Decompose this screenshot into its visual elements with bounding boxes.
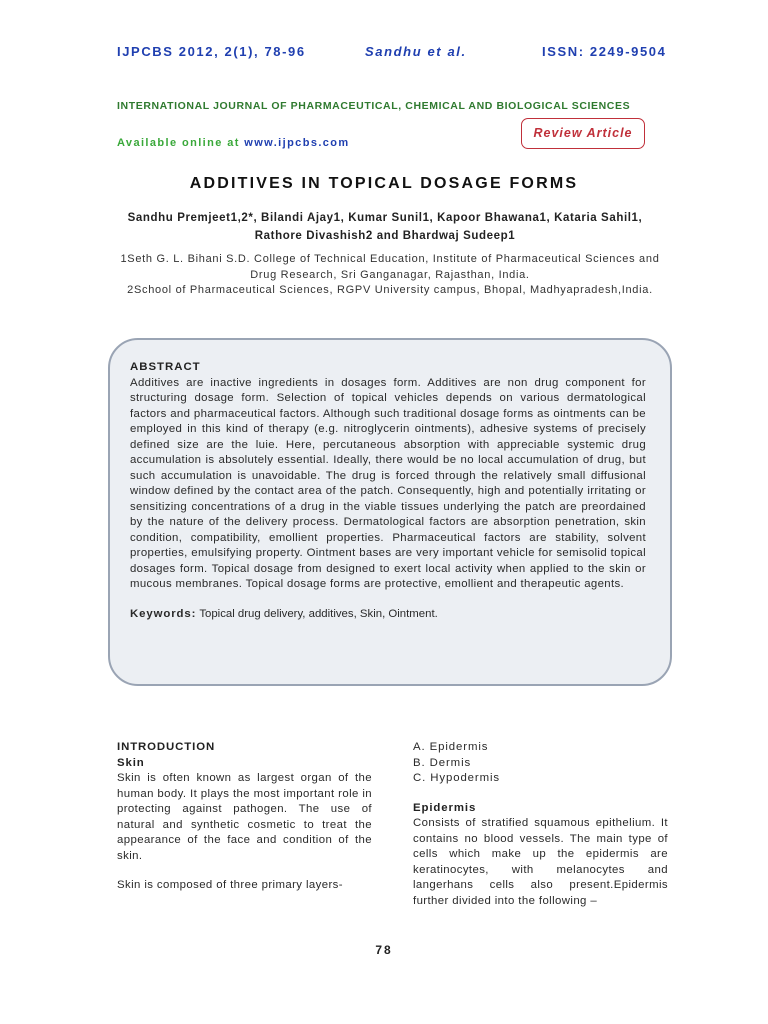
layer-item: B. Dermis (413, 756, 472, 769)
keywords (130, 607, 646, 623)
layer-item: C. Hypodermis (413, 772, 501, 784)
article-type-badge: Review Article (521, 118, 645, 149)
available-prefix: Available online at (117, 137, 245, 149)
layer-item: A. Epidermis (413, 741, 489, 753)
skin-paragraph-1: Skin is often known as largest organ of the human body. It plays the most important role in protecting against pathogen. The use of natural and synthetic cosmetic to treat the appearance of the face and condition of the skin. (117, 772, 372, 862)
affiliation-2: 2School of Pharmaceutical Sciences, RGPV University campus, Bhopal, Madhyapradesh,India. (127, 284, 653, 296)
right-column (413, 740, 668, 909)
affiliations (110, 252, 670, 299)
abstract-content (130, 360, 646, 622)
journal-citation: IJPCBS 2012, 2(1), 78-96 (117, 44, 306, 59)
page-number: 78 (375, 943, 393, 957)
issn: ISSN: 2249-9504 (542, 44, 667, 59)
abstract-heading: ABSTRACT (130, 361, 201, 373)
journal-url[interactable]: www.ijpcbs.com (244, 137, 350, 149)
keywords-text: Topical drug delivery, additives, Skin, Ointment. (199, 607, 438, 620)
availability-line (117, 137, 350, 149)
keywords-label: Keywords: (130, 607, 197, 620)
running-authors: Sandhu et al. (365, 44, 467, 59)
authors-line-1: Sandhu Premjeet1,2*, Bilandi Ajay1, Kumar Sunil1, Kapoor Bhawana1, Kataria Sahil1, (127, 212, 643, 224)
authors-line-2: Rathore Divashish2 and Bhardwaj Sudeep1 (254, 230, 516, 242)
journal-name: INTERNATIONAL JOURNAL OF PHARMACEUTICAL, CHEMICAL AND BIOLOGICAL SCIENCES (117, 100, 631, 112)
epidermis-paragraph: Consists of stratified squamous epithelium. It contains no blood vessels. The main type of cells which make up the epidermis are keratinocytes, with melanocytes and langerhans cells also present.Epidermis further divided into the following – (413, 817, 668, 907)
skin-paragraph-2: Skin is composed of three primary layers- (117, 879, 343, 891)
introduction-heading: INTRODUCTION (117, 741, 216, 753)
affiliation-1: 1Seth G. L. Bihani S.D. College of Technical Education, Institute of Pharmaceutical Sciences and Drug Research, Sri Ganganagar, Rajasthan, India. (120, 253, 660, 281)
abstract-text: Additives are inactive ingredients in dosages form. Additives are non drug component for structuring dosage form. Selection of topical vehicles depends on various dermatological factors and pharmaceutical factors. Although such traditional dosage forms as ointments can be employed in this kind of therapy (e.g. nitroglycerin ointments), adhesive systems of precisely defined size are the luie. Here, percutaneous absorption with appreciable systemic drug accumulation is absolutely essential. Ideally, there would be no local accumulation of drug, but such accumulation is unavoidable. The drug is forced through the relatively small diffusional window defined by the contact area of the patch. Consequently, high and potentially irritating or sensitizing concentrations of a drug in the viable tissues underlying the patch are preordained by the nature of the delivery process. Dermatological factors are absorption penetration, skin condition, compatibility, emollient properties. Pharmaceutical factors are stability, solvent properties, emulsifying property. Ointment bases are very important vehicle for semisolid topical dosages form. Topical dosage from designed to exert local activity when applied to the skin or mucous membranes. Topical dosage forms are protective, emollient and therapeutic agents. (130, 376, 646, 590)
left-column (117, 740, 372, 894)
author-list (100, 209, 670, 245)
epidermis-heading: Epidermis (413, 801, 477, 814)
skin-heading: Skin (117, 756, 145, 769)
article-title: ADDITIVES IN TOPICAL DOSAGE FORMS (189, 175, 579, 192)
